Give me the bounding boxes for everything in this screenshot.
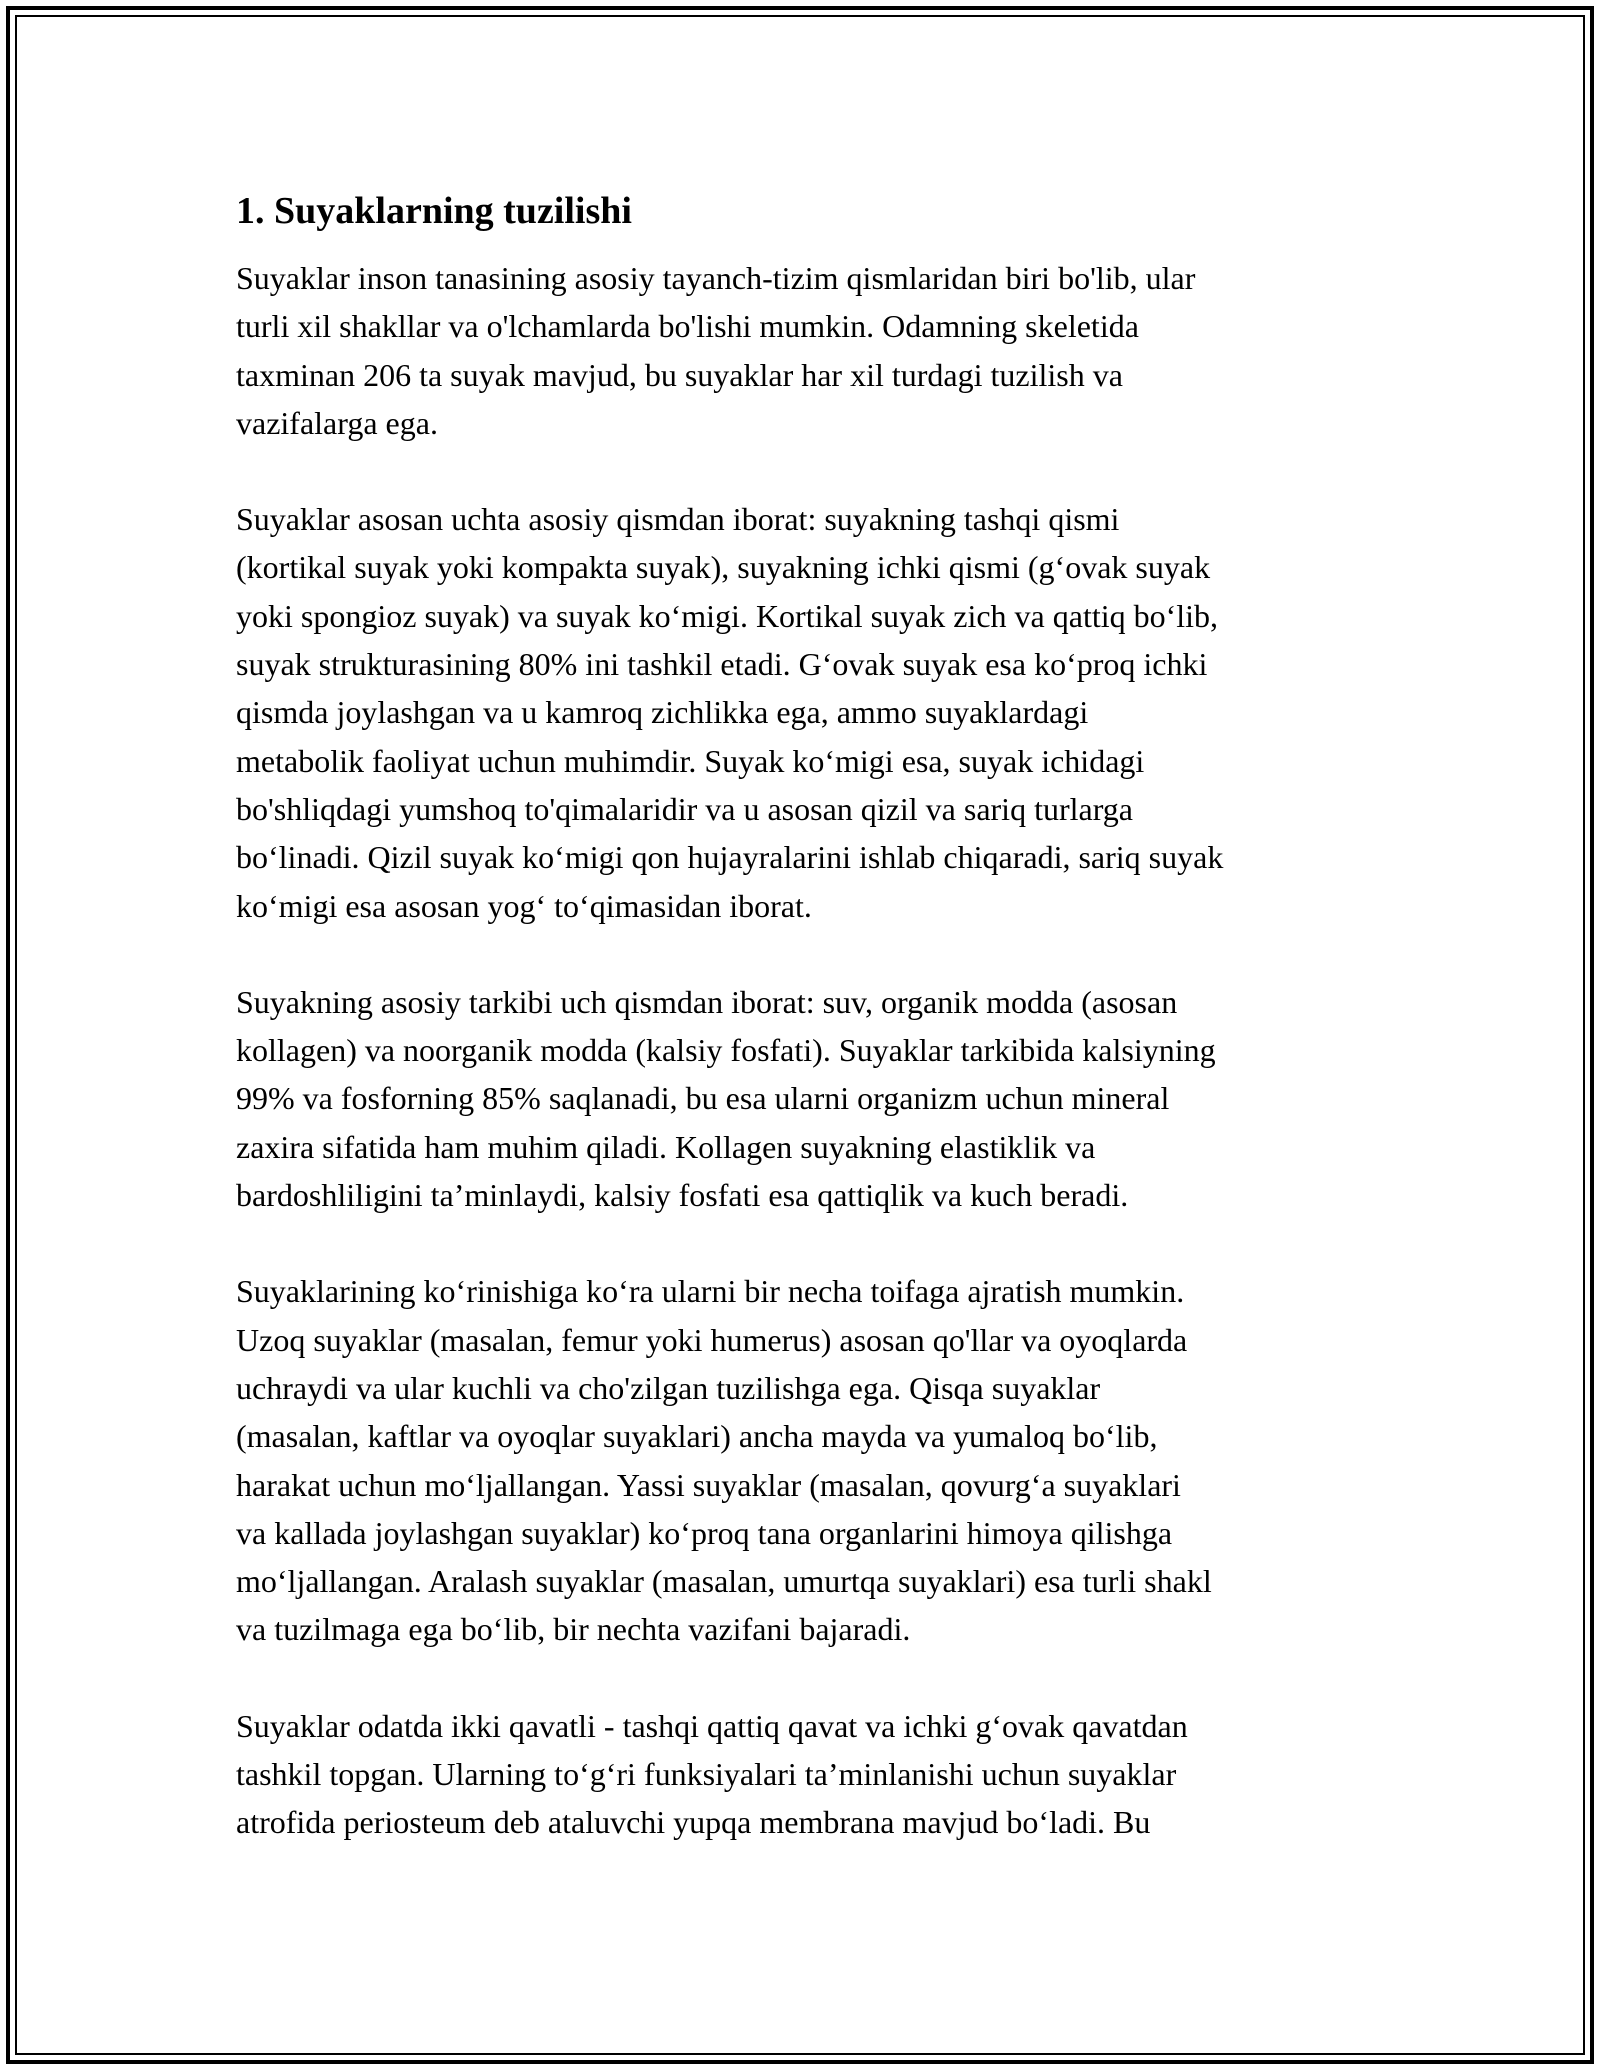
text-line: uchraydi va ular kuchli va cho'zilgan tuzilishga ega. Qisqa suyaklar (236, 1369, 1101, 1406)
text-line: bo'shliqdagi yumshoq to'qimalaridir va u asosan qizil va sariq turlarga (236, 790, 1133, 827)
text-line: Suyaklar odatda ikki qavatli - tashqi qattiq qavat va ichki g‘ovak qavatdan (236, 1707, 1188, 1744)
text-line: yoki spongioz suyak) va suyak ko‘migi. Kortikal suyak zich va qattiq bo‘lib, (236, 597, 1219, 634)
text-line: vazifalarga ega. (236, 404, 438, 441)
text-line: taxminan 206 ta suyak mavjud, bu suyaklar har xil turdagi tuzilish va (236, 356, 1123, 393)
text-line: zaxira sifatida ham muhim qiladi. Kollagen suyakning elastiklik va (236, 1128, 1096, 1165)
text-line: Uzoq suyaklar (masalan, femur yoki humerus) asosan qo'llar va oyoqlarda (236, 1321, 1188, 1358)
text-line: bardoshliligini ta’minlaydi, kalsiy fosfati esa qattiqlik va kuch beradi. (236, 1177, 1129, 1214)
text-line: va kallada joylashgan suyaklar) ko‘proq tana organlarini himoya qilishga (236, 1514, 1173, 1551)
text-line: (masalan, kaftlar va oyoqlar suyaklari) ancha mayda va yumaloq bo‘lib, (236, 1418, 1158, 1455)
text-line: 99% va fosforning 85% saqlanadi, bu esa ularni organizm uchun mineral (236, 1080, 1170, 1117)
paragraph-3 (236, 978, 1366, 1219)
text-line: tashkil topgan. Ularning to‘g‘ri funksiyalari ta’minlanishi uchun suyaklar (236, 1756, 1177, 1793)
text-line: metabolik faoliyat uchun muhimdir. Suyak ko‘migi esa, suyak ichidagi (236, 742, 1145, 779)
paragraph-4 (236, 1267, 1366, 1653)
text-line: bo‘linadi. Qizil suyak ko‘migi qon hujayralarini ishlab chiqaradi, sariq suyak (236, 839, 1224, 876)
text-line: qismda joylashgan va u kamroq zichlikka ega, ammo suyaklardagi (236, 694, 1089, 731)
text-line: Suyakning asosiy tarkibi uch qismdan iborat: suv, organik modda (asosan (236, 983, 1178, 1020)
paragraph-5 (236, 1702, 1366, 1847)
text-line: turli xil shakllar va o'lchamlarda bo'lishi mumkin. Odamning skeletida (236, 308, 1139, 345)
document-body (236, 188, 1366, 1895)
section-heading: 1. Suyaklarning tuzilishi (236, 190, 632, 232)
paragraph-2 (236, 495, 1366, 930)
text-line: Suyaklar asosan uchta asosiy qismdan iborat: suyakning tashqi qismi (236, 501, 1120, 538)
text-line: mo‘ljallangan. Aralash suyaklar (masalan, umurtqa suyaklari) esa turli shakl (236, 1563, 1212, 1600)
text-line: kollagen) va noorganik modda (kalsiy fosfati). Suyaklar tarkibida kalsiyning (236, 1032, 1216, 1069)
text-line: ko‘migi esa asosan yog‘ to‘qimasidan iborat. (236, 887, 812, 924)
text-line: suyak strukturasining 80% ini tashkil etadi. G‘ovak suyak esa ko‘proq ichki (236, 646, 1208, 683)
paragraph-1 (236, 254, 1366, 447)
text-line: harakat uchun mo‘ljallangan. Yassi suyaklar (masalan, qovurg‘a suyaklari (236, 1466, 1181, 1503)
text-line: atrofida periosteum deb ataluvchi yupqa membrana mavjud bo‘ladi. Bu (236, 1804, 1151, 1841)
text-line: Suyaklar inson tanasining asosiy tayanch-tizim qismlaridan biri bo'lib, ular (236, 260, 1196, 296)
text-line: (kortikal suyak yoki kompakta suyak), suyakning ichki qismi (g‘ovak suyak (236, 549, 1211, 586)
text-line: Suyaklarining ko‘rinishiga ko‘ra ularni bir necha toifaga ajratish mumkin. (236, 1273, 1185, 1310)
text-line: va tuzilmaga ega bo‘lib, bir nechta vazifani bajaradi. (236, 1611, 911, 1648)
